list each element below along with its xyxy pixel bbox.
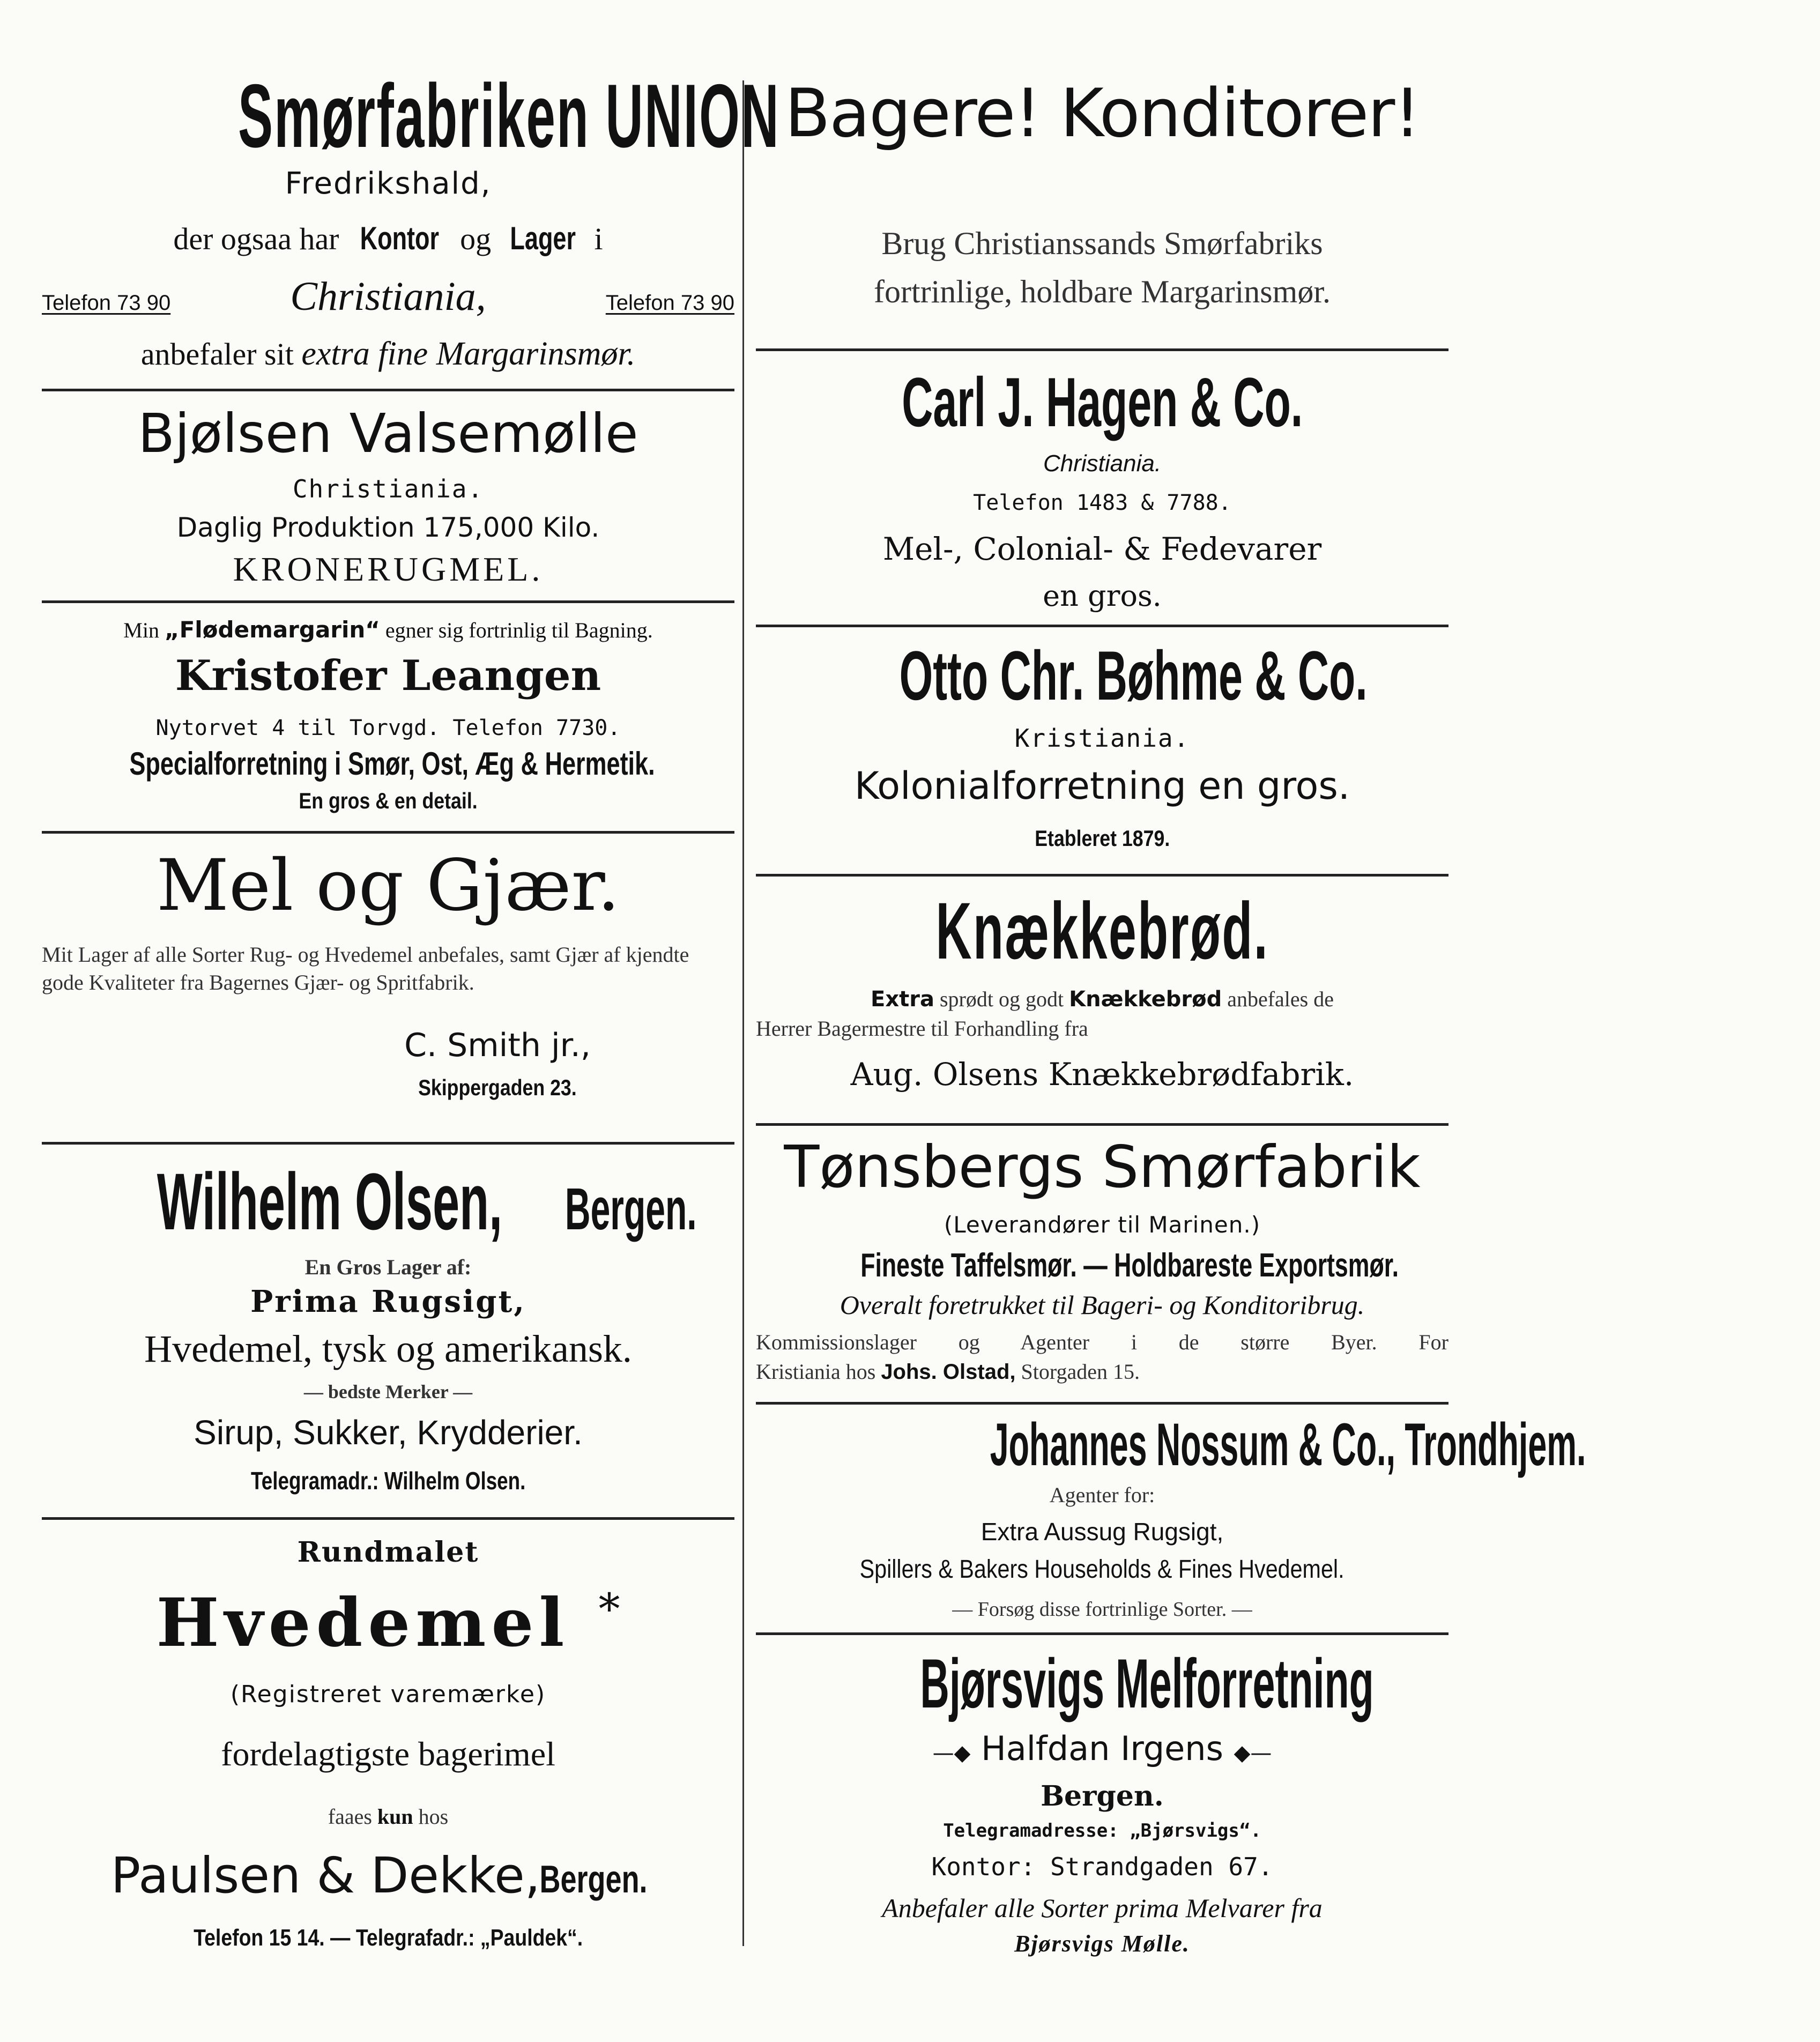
divider-r5 [756, 1402, 1448, 1405]
knaekke-maker: Aug. Olsens Knækkebrødfabrik. [850, 1056, 1354, 1093]
union-title: Smørfabriken UNION [238, 65, 780, 166]
union-og: og [460, 221, 492, 256]
paulsen-rundmalet: Rundmalet [297, 1536, 479, 1569]
union-kontor: Kontor [360, 220, 440, 256]
tonsberg-overalt: Overalt foretrukket til Bageri- og Konditoribrug. [840, 1290, 1365, 1320]
divider-r6 [756, 1632, 1448, 1635]
left-arrow-ornament-icon: —◆ [932, 1741, 971, 1765]
nossum-spillers: Spillers & Bakers Households & Fines Hvedemel. [860, 1555, 1344, 1584]
union-line3 [42, 335, 734, 373]
bjorsvig-irgens: Halfdan Irgens [981, 1729, 1223, 1768]
olsen-sirup: Sirup, Sukker, Krydderier. [194, 1413, 583, 1452]
paulsen-name-row [42, 1847, 734, 1904]
olsen-hvedemel: Hvedemel, tysk og amerikansk. [144, 1327, 632, 1370]
leangen-line1 [42, 617, 734, 643]
union-line1 [42, 220, 734, 257]
bjorsvig-irgens-row [756, 1729, 1448, 1768]
leangen-name: Kristofer Leangen [175, 651, 601, 700]
tonsberg-l5-post: Storgaden 15. [1021, 1360, 1140, 1384]
union-i: i [594, 221, 603, 256]
bjorsvig-kontor: Kontor: Strandgaden 67. [931, 1852, 1273, 1881]
leangen-engros: En gros & en detail. [299, 788, 478, 813]
union-lager: Lager [510, 220, 576, 256]
bohme-est: Etableret 1879. [1034, 826, 1170, 851]
leangen-pre: Min [123, 618, 159, 642]
divider-r2 [756, 625, 1448, 627]
leangen-address: Nytorvet 4 til Torvgd. Telefon 7730. [155, 716, 621, 740]
union-tel-right: Telefon 73 90 [605, 291, 734, 315]
smith-title: Mel og Gjær. [156, 844, 620, 927]
knaekke-post: anbefales de [1227, 987, 1334, 1011]
bjolsen-title: Bjølsen Valsemølle [138, 402, 638, 465]
divider-1 [42, 389, 734, 391]
bjolsen-city: Christiania. [292, 474, 484, 503]
bagere-line2: fortrinlige, holdbare Margarinsmør. [873, 274, 1331, 309]
knaekke-bold: Knækkebrød [1069, 987, 1222, 1012]
knaekke-line2: Herrer Bagermestre til Forhandling fra [756, 1016, 1088, 1041]
bohme-kind: Kolonialforretning en gros. [854, 764, 1350, 808]
knaekke-title: Knækkebrød. [935, 886, 1269, 976]
paulsen-reg: (Registreret varemærke) [230, 1681, 546, 1708]
smith-name: C. Smith jr., [404, 1027, 591, 1064]
paulsen-faaes-pre: faaes [328, 1805, 372, 1829]
divider-5 [42, 1517, 734, 1520]
paulsen-hos: hos [418, 1805, 449, 1829]
tonsberg-lev: (Leverandører til Marinen.) [944, 1212, 1261, 1238]
olsen-merker: — bedste Merker — [303, 1381, 473, 1402]
paulsen-name-a: Paulsen & Dekke, [110, 1847, 541, 1904]
paulsen-star: * [598, 1584, 620, 1634]
bjolsen-product: KRONERUGMEL. [233, 550, 544, 588]
bagere-title: Bagere! Konditorer! [784, 75, 1420, 152]
bjorsvig-molle: Bjørsvigs Mølle. [1014, 1930, 1190, 1957]
union-telephone-row [42, 273, 734, 320]
union-city: Fredrikshald, [285, 166, 492, 201]
union-fancy-text: extra fine Margarinsmør. [301, 336, 636, 372]
union-line3-pre: anbefaler sit [140, 337, 294, 372]
union-line1-pre: der ogsaa har [173, 221, 339, 256]
leangen-special: Specialforretning i Smør, Ost, Æg & Hermetik. [129, 746, 655, 782]
union-christiania: Christiania, [290, 274, 486, 319]
bjolsen-production: Daglig Produktion 175,000 Kilo. [176, 512, 600, 543]
bagere-line1: Brug Christianssands Smørfabriks [881, 226, 1323, 261]
hagen-goods: Mel-, Colonial- & Fedevarer [882, 531, 1322, 567]
divider-2 [42, 600, 734, 603]
olsen-title-b: Bergen. [564, 1176, 697, 1242]
paulsen-kun: kun [377, 1805, 413, 1829]
divider-r1 [756, 348, 1448, 351]
paulsen-fordel: fordelagtigste bagerimel [221, 1735, 555, 1773]
knaekke-extra: Extra [871, 987, 934, 1012]
bjorsvig-telegram: Telegramadresse: „Bjørsvigs“. [943, 1820, 1261, 1841]
hagen-engros: en gros. [1043, 579, 1162, 613]
tonsberg-olstad: Johs. Olstad, [881, 1360, 1016, 1384]
paulsen-hvedemel: Hvedemel [156, 1584, 570, 1662]
union-tel-left: Telefon 73 90 [42, 291, 171, 315]
divider-3 [42, 831, 734, 834]
tonsberg-line4: Kommissionslager og Agenter i de større Byer. For [756, 1330, 1448, 1354]
paulsen-name-b: Bergen. [539, 1858, 648, 1901]
knaekke-mid: sprødt og godt [939, 987, 1064, 1011]
nossum-aussug: Extra Aussug Rugsigt, [980, 1518, 1224, 1546]
paulsen-tel: Telefon 15 14. — Telegrafadr.: „Pauldek“. [193, 1925, 583, 1951]
leangen-post: egner sig fortrinlig til Bagning. [385, 618, 653, 642]
smith-street: Skippergaden 23. [418, 1075, 577, 1100]
nossum-title: Johannes Nossum & Co., Trondhjem. [990, 1411, 1586, 1478]
divider-4 [42, 1142, 734, 1145]
bjorsvig-title: Bjørsvigs Melforretning [920, 1644, 1374, 1722]
bjorsvig-anbefaler: Anbefaler alle Sorter prima Melvarer fra [882, 1893, 1323, 1923]
nossum-agenter: Agenter for: [1049, 1483, 1155, 1507]
olsen-telegram: Telegramadr.: Wilhelm Olsen. [250, 1467, 526, 1495]
hagen-tel: Telefon 1483 & 7788. [973, 491, 1231, 515]
bjorsvig-bergen: Bergen. [1041, 1780, 1164, 1813]
divider-r3 [756, 874, 1448, 877]
paulsen-hvedemel-row [42, 1584, 734, 1662]
bohme-title: Otto Chr. Bøhme & Co. [899, 636, 1368, 715]
hagen-title: Carl J. Hagen & Co. [902, 363, 1303, 441]
tonsberg-fineste: Fineste Taffelsmør. — Holdbareste Exportsmør. [860, 1247, 1399, 1284]
nossum-forsog: — Forsøg disse fortrinlige Sorter. — [952, 1598, 1252, 1621]
divider-r4 [756, 1123, 1448, 1126]
hagen-city: Christiania. [1043, 450, 1162, 477]
smith-body: Mit Lager af alle Sorter Rug- og Hvedemel anbefales, samt Gjær af kjendte gode Kvaliteter fra Bagernes Gjær- og Spritfabrik. [42, 942, 689, 994]
tonsberg-l5-pre: Kristiania hos [756, 1360, 876, 1384]
bohme-city: Kristiania. [1014, 724, 1190, 753]
knaekke-line1 [756, 986, 1448, 1012]
tonsberg-title: Tønsbergs Smørfabrik [784, 1134, 1421, 1201]
olsen-title-a: Wilhelm Olsen, [157, 1156, 503, 1246]
tonsberg-line5 [756, 1359, 1448, 1384]
right-arrow-ornament-icon: ◆— [1234, 1741, 1272, 1765]
leangen-flodemargarin: „Flødemargarin“ [164, 617, 380, 643]
olsen-prima: Prima Rugsigt, [250, 1284, 526, 1319]
column-divider [742, 80, 744, 1946]
olsen-sub: En Gros Lager af: [304, 1255, 472, 1279]
paulsen-faaes [42, 1804, 734, 1829]
